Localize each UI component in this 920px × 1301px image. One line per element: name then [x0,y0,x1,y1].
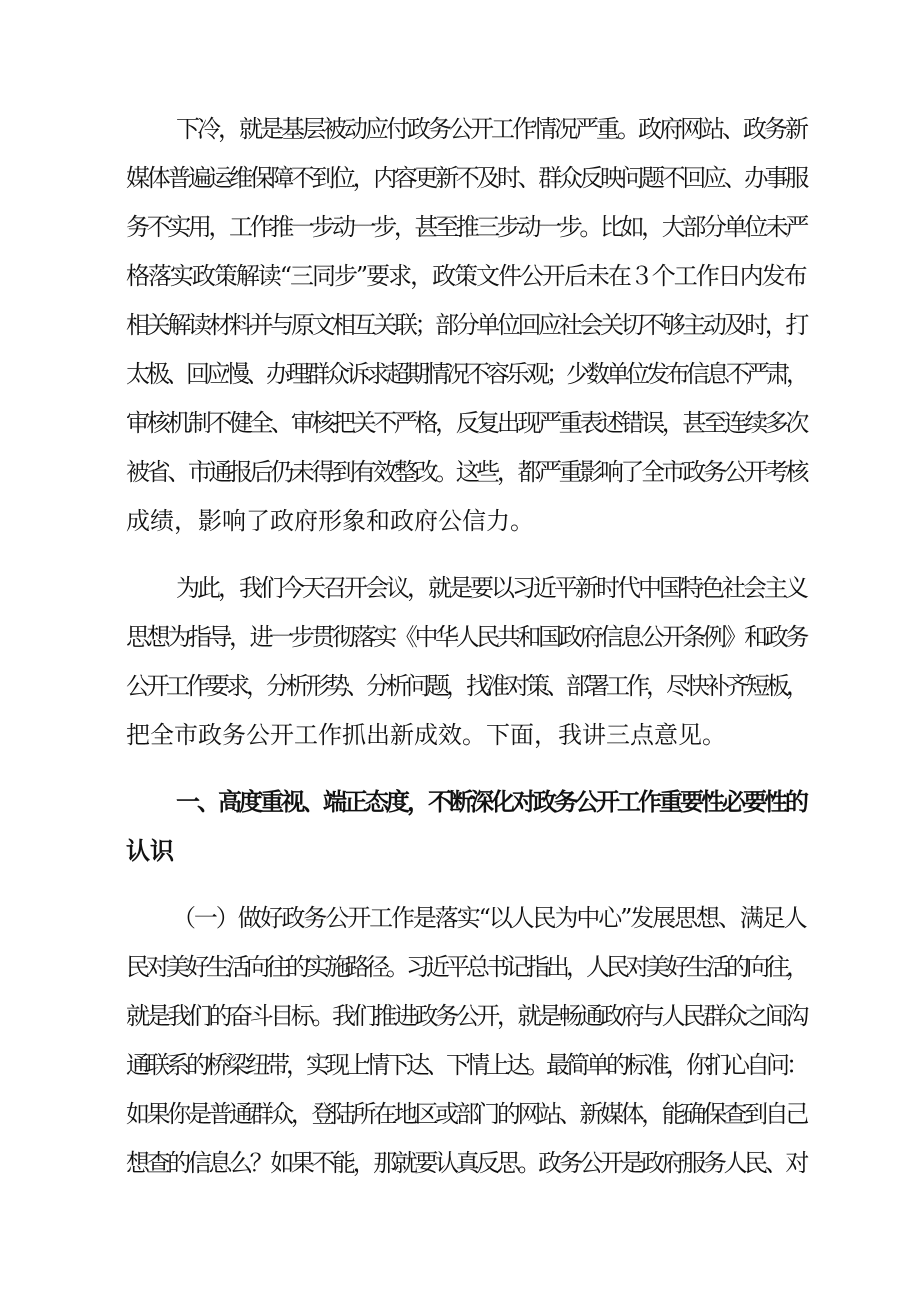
paragraph-1-line-1: 下冷，就是基层被动应付政务公开工作情况严重。政府网站、政务新 [176,115,806,143]
paragraph-3-line-6: 想查的信息么？如果不能，那就要认真反思。政务公开是政府服务人民、对 [126,1149,806,1177]
paragraph-1-line-4: 格落实政策解读“三同步”要求，政策文件公开后未在３个工作日内发布 [126,262,806,290]
paragraph-2-line-2: 思想为指导，进一步贯彻落实《中华人民共和国政府信息公开条例》和政务 [126,623,806,651]
paragraph-3-line-4: 通联系的桥梁纽带，实现上情下达、下情上达。最简单的标准，你扪心自问： [126,1051,806,1079]
paragraph-2-line-4: 把全市政务公开工作抓出新成效。下面，我讲三点意见。 [126,721,726,749]
paragraph-3-line-1: （一）做好政务公开工作是落实“以人民为中心”发展思想、满足人 [172,904,806,932]
paragraph-1-line-3: 务不实用，工作推一步动一步，甚至推三步动一步。比如，大部分单位未严 [126,213,806,241]
paragraph-1-line-9: 成绩，影响了政府形象和政府公信力。 [126,507,534,535]
section-heading-line-2: 认识 [126,836,174,865]
paragraph-1-line-8: 被省、市通报后仍未得到有效整改。这些，都严重影响了全市政务公开考核 [126,458,806,486]
paragraph-3-line-5: 如果你是普通群众，登陆所在地区或部门的网站、新媒体，能确保查到自己 [126,1100,806,1128]
paragraph-3-line-3: 就是我们的奋斗目标。我们推进政务公开，就是畅通政府与人民群众之间沟 [126,1002,806,1030]
paragraph-2-line-3: 公开工作要求，分析形势、分析问题，找准对策、部署工作，尽快补齐短板， [126,672,806,700]
paragraph-3-line-2: 民对美好生活向往的实施路径。习近平总书记指出，人民对美好生活的向往， [126,953,806,981]
paragraph-1-line-7: 审核机制不健全、审核把关不严格，反复出现严重表述错误，甚至连续多次 [126,409,806,437]
paragraph-1-line-5: 相关解读材料并与原文相互关联；部分单位回应社会关切不够主动及时，打 [126,311,806,339]
paragraph-1-line-6: 太极、回应慢、办理群众诉求超期情况不容乐观；少数单位发布信息不严肃， [126,360,806,388]
section-heading-line-1: 一、高度重视、端正态度，不断深化对政务公开工作重要性必要性的 [176,787,806,816]
paragraph-1-line-2: 媒体普遍运维保障不到位，内容更新不及时、群众反映问题不回应、办事服 [126,164,806,192]
paragraph-2-line-1: 为此，我们今天召开会议，就是要以习近平新时代中国特色社会主义 [176,574,806,602]
